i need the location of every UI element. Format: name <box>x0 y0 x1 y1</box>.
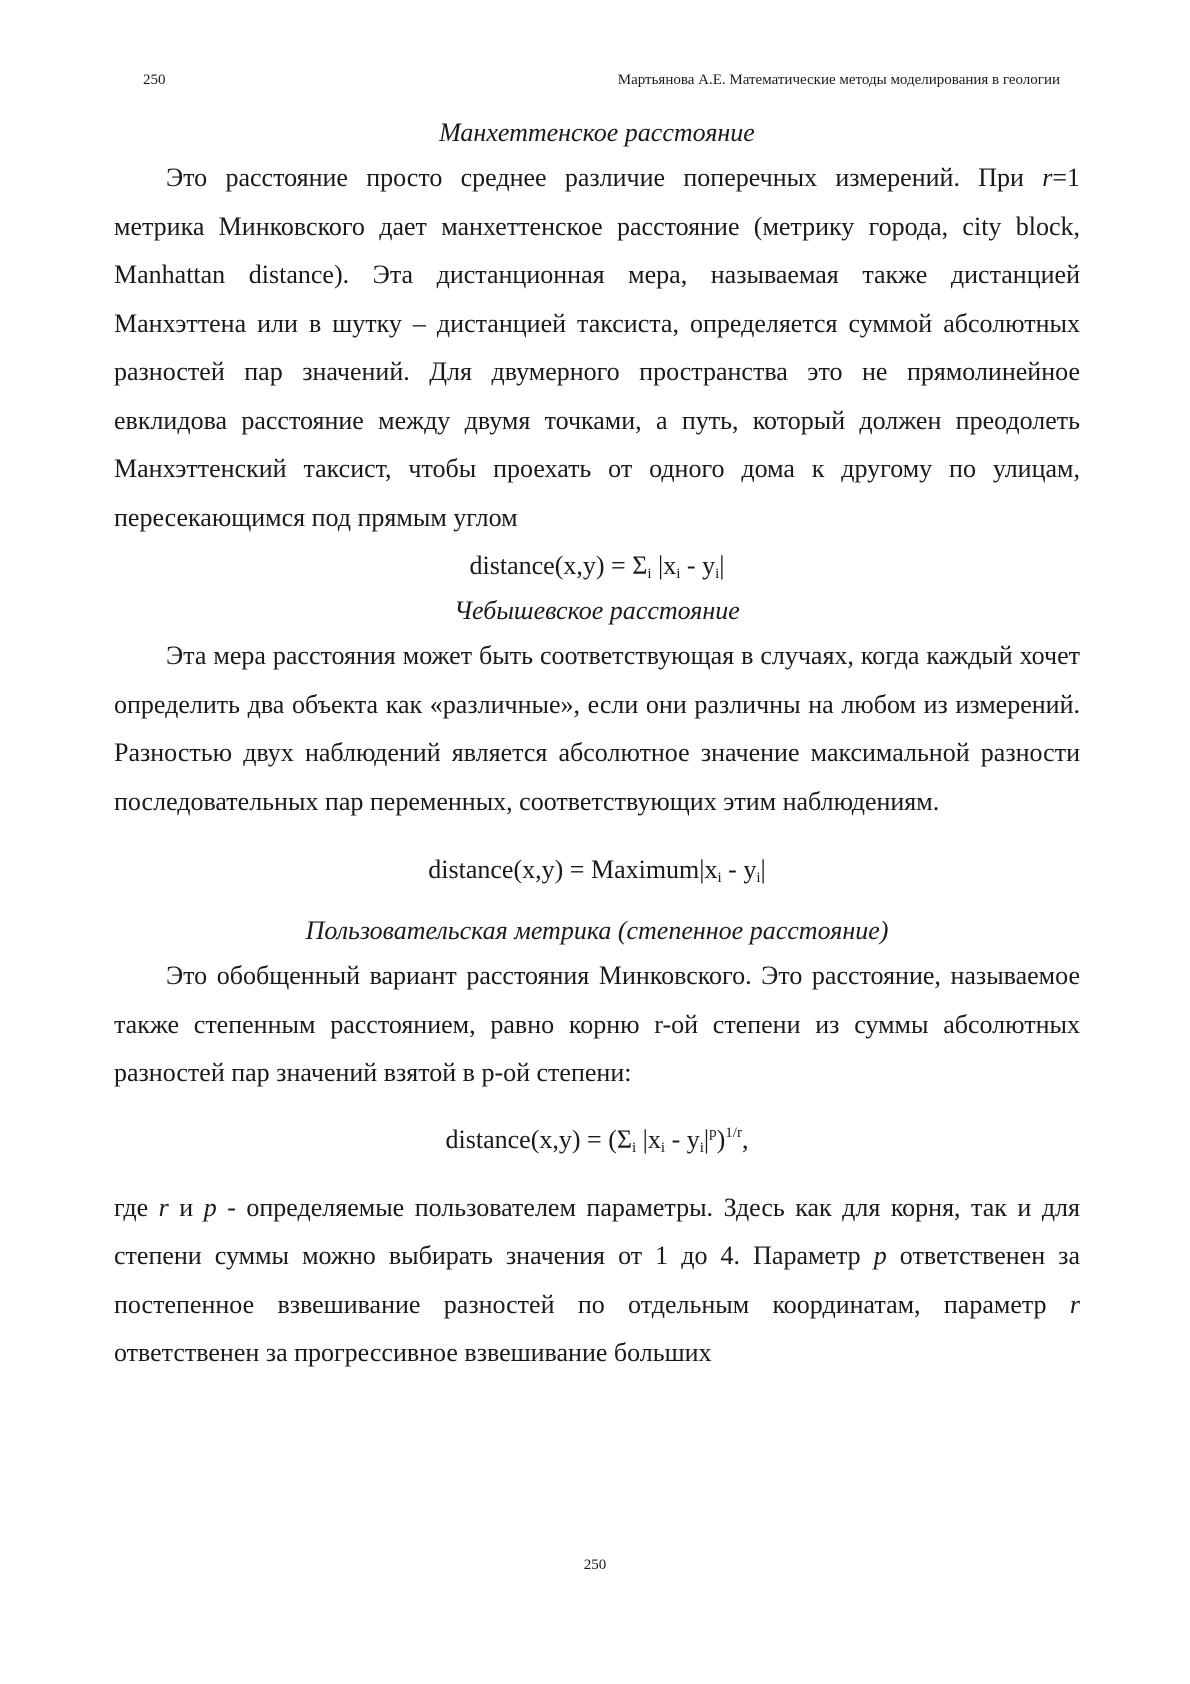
formula-part: distance(x,y) = (Σ <box>445 1124 632 1154</box>
formula-part: - y <box>665 1124 700 1154</box>
formula-manhattan <box>114 542 1080 590</box>
formula-subscript: i <box>632 1139 637 1156</box>
text-part: - определяемые пользователем параметры. Здесь как для корня, так и для степени суммы можно выбирать значения от 1 до 4. Параметр <box>114 1192 1080 1270</box>
variable-r: r <box>158 1192 169 1222</box>
section-heading-manhattan: Манхеттенское расстояние <box>439 118 755 147</box>
text-part: где <box>114 1192 159 1222</box>
paragraph-power-params <box>114 1184 1080 1378</box>
variable-r: r <box>1069 1289 1080 1319</box>
footer-page-number: 250 <box>583 1557 607 1573</box>
formula-chebyshev <box>114 846 1080 894</box>
formula-superscript: p <box>709 1124 717 1141</box>
formula-part: |x <box>651 551 677 580</box>
formula-part: | <box>703 1124 710 1154</box>
formula-part: - y <box>721 855 757 884</box>
header-title: Мартьянова А.Е. Математические методы моделирования в геологии <box>617 72 1060 88</box>
variable-r: r <box>1042 163 1053 192</box>
formula-part: |x <box>636 1124 661 1154</box>
formula-superscript: 1/r <box>725 1124 742 1141</box>
text-part: и <box>168 1192 204 1222</box>
formula-subscript: i <box>699 1139 704 1156</box>
paragraph-chebyshev: Эта мера расстояния может быть соответствующая в случаях, когда каждый хочет определить два объекта как «различные», если они различны на любом из измерений. Разностью двух наблюдений является абсолютное значение максимальной разности последовательных пар переменных, соответствующих этим наблюдениям. <box>114 641 1080 816</box>
formula-part: - y <box>680 551 716 580</box>
formula-subscript: i <box>660 1139 666 1156</box>
formula-part: , <box>741 1124 749 1154</box>
formula-part: | <box>719 551 725 580</box>
text-part: ответственен за прогрессивное взвешивание больших <box>114 1338 712 1367</box>
formula-subscript: i <box>676 566 681 582</box>
formula-part: | <box>760 855 766 884</box>
formula-subscript: i <box>715 566 720 582</box>
page-content <box>114 112 1080 1378</box>
header-page-number: 250 <box>143 72 166 88</box>
formula-part: distance(x,y) = Maximum|x <box>428 855 718 884</box>
section-heading-power: Пользовательская метрика (степенное расстояние) <box>305 916 889 945</box>
formula-power <box>114 1116 1080 1164</box>
variable-p: p <box>203 1192 217 1222</box>
paragraph-manhattan-text-b: =1 метрика Минковского дает манхеттенское расстояние (метрику города, city block, Manhattan distance). Эта дистанционная мера, называемая также дистанцией Манхэттена или в шутку – дистанцией таксиста, определяется суммой абсолютных разностей пар значений. Для двумерного пространства это не прямолинейное евклидова расстояние между двумя точками, а путь, который должен преодолеть Манхэттенский таксист, чтобы проехать от одного дома к другому по улицам, пересекающимся под прямым углом <box>114 163 1080 532</box>
text-part: ответственен за постепенное взвешивание разностей по отдельным координатам, параметр <box>114 1241 1080 1319</box>
formula-subscript: i <box>756 870 761 886</box>
section-heading-chebyshev: Чебышевское расстояние <box>454 596 740 625</box>
paragraph-power: Это обобщенный вариант расстояния Минковского. Это расстояние, называемое также степенным расстоянием, равно корню r-ой степени из суммы абсолютных разностей пар значений взятой в p-ой степени: <box>114 961 1080 1087</box>
formula-part: distance(x,y) = Σ <box>469 551 648 580</box>
paragraph-manhattan-text-a: Это расстояние просто среднее различие поперечных измерений. При <box>166 163 1043 192</box>
formula-part: ) <box>716 1124 726 1154</box>
paragraph-manhattan <box>114 154 1080 542</box>
variable-p: p <box>873 1241 887 1270</box>
formula-subscript: i <box>647 566 652 582</box>
formula-subscript: i <box>717 870 722 886</box>
